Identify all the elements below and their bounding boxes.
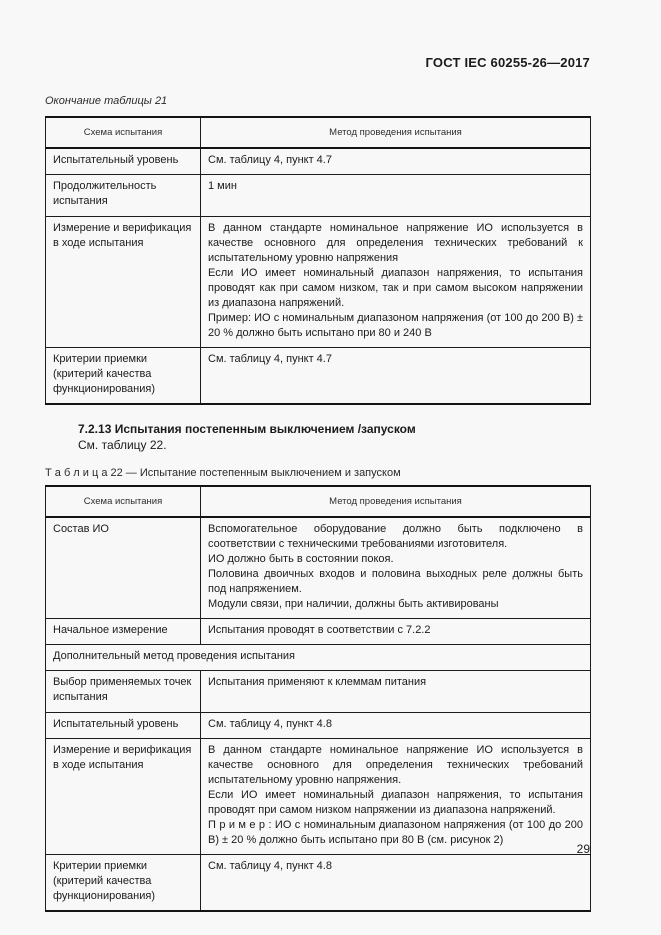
table-row bbox=[46, 517, 591, 619]
scheme-cell bbox=[46, 713, 201, 739]
scheme-label: Выбор применяемых точек испытания bbox=[53, 676, 192, 703]
scheme-cell bbox=[46, 517, 201, 619]
scheme-cell bbox=[46, 619, 201, 645]
table-row bbox=[46, 217, 591, 348]
method-paragraph: Модули связи, при наличии, должны быть активированы bbox=[208, 598, 499, 610]
scheme-label: Испытательный уровень bbox=[53, 718, 179, 730]
table-row bbox=[46, 148, 591, 175]
scheme-cell bbox=[46, 671, 201, 713]
method-paragraph: См. таблицу 4, пункт 4.7 bbox=[208, 154, 332, 166]
scheme-label: Критерии приемки (критерий качества функционирования) bbox=[53, 860, 156, 902]
method-paragraph: П р и м е р : ИО с номинальным диапазоном напряжения (от 100 до 200 В) ± 20 % должно быть испытано при 80 В (см. рисунок 2) bbox=[208, 819, 583, 846]
column-header-scheme: Схема испытания bbox=[46, 486, 201, 517]
method-paragraph: См. таблицу 4, пункт 4.8 bbox=[208, 718, 332, 730]
table21-continuation-caption: Окончание таблицы 21 bbox=[45, 95, 168, 107]
method-paragraph: Испытания проводят в соответствии с 7.2.2 bbox=[208, 624, 431, 636]
method-cell bbox=[201, 855, 591, 912]
scheme-label: Испытательный уровень bbox=[53, 154, 179, 166]
table22-caption: Т а б л и ц а 22 — Испытание постепенным выключением и запуском bbox=[45, 467, 401, 479]
scheme-label: Начальное измерение bbox=[53, 624, 168, 636]
method-paragraph: В данном стандарте номинальное напряжение ИО используется в качестве основного для определения технических требований испытательному уровню напряжения. bbox=[208, 744, 583, 786]
method-paragraph: См. таблицу 4, пункт 4.7 bbox=[208, 353, 332, 365]
method-paragraph: Если ИО имеет номинальный диапазон напряжения, то испытания проводят как при самом низком, так и при самом высоком напряжении из диапазона напряжений. bbox=[208, 267, 583, 309]
scheme-cell bbox=[46, 739, 201, 855]
scheme-cell bbox=[46, 855, 201, 912]
scheme-label: Состав ИО bbox=[53, 523, 109, 535]
column-header-scheme: Схема испытания bbox=[46, 117, 201, 148]
table22-header-row bbox=[46, 486, 591, 517]
method-cell bbox=[201, 739, 591, 855]
method-cell bbox=[201, 713, 591, 739]
method-cell bbox=[201, 671, 591, 713]
method-paragraph: ИО должно быть в состоянии покоя. bbox=[208, 553, 394, 565]
column-header-method: Метод проведения испытания bbox=[201, 486, 591, 517]
table-row bbox=[46, 619, 591, 645]
extra-method-label: Дополнительный метод проведения испытания bbox=[53, 650, 296, 662]
method-paragraph: Испытания применяют к клеммам питания bbox=[208, 676, 427, 688]
section-heading: 7.2.13 Испытания постепенным выключением /запуском bbox=[78, 422, 416, 436]
section-body-text: См. таблицу 22. bbox=[78, 438, 167, 452]
table21-header-row bbox=[46, 117, 591, 148]
method-paragraph: Пример: ИО с номинальным диапазоном напряжения (от 100 до 200 В) ± 20 % должно быть испытано при 80 и 240 В bbox=[208, 312, 583, 339]
extra-method-cell bbox=[46, 645, 591, 671]
table-row bbox=[46, 348, 591, 405]
method-paragraph: Половина двоичных входов и половина выходных реле должны быть под напряжением. bbox=[208, 568, 583, 595]
scheme-cell bbox=[46, 348, 201, 405]
method-cell bbox=[201, 148, 591, 175]
table-row bbox=[46, 855, 591, 912]
scheme-label: Измерение и верификация в ходе испытания bbox=[53, 222, 192, 249]
page-header: ГОСТ IEC 60255-26—2017 bbox=[425, 55, 590, 70]
table-row bbox=[46, 671, 591, 713]
table-row bbox=[46, 713, 591, 739]
method-cell bbox=[201, 348, 591, 405]
scheme-label: Критерии приемки (критерий качества функционирования) bbox=[53, 353, 156, 395]
method-paragraph: Если ИО имеет номинальный диапазон напряжения, то испытания проводят при самом низком напряжении из диапазона напряжений. bbox=[208, 789, 583, 816]
method-cell bbox=[201, 517, 591, 619]
scheme-label: Продолжительность испытания bbox=[53, 180, 157, 207]
method-paragraph: Вспомогательное оборудование должно быть подключено в соответствии с техническими требованиями изготовителя. bbox=[208, 523, 583, 550]
extra-method-row bbox=[46, 645, 591, 671]
method-paragraph: В данном стандарте номинальное напряжение ИО используется в качестве основного для определения технических требований к испытательному уровню напряжения bbox=[208, 222, 583, 264]
page-number: 29 bbox=[576, 842, 590, 856]
scheme-cell bbox=[46, 175, 201, 217]
column-header-method: Метод проведения испытания bbox=[201, 117, 591, 148]
scheme-cell bbox=[46, 217, 201, 348]
method-cell bbox=[201, 175, 591, 217]
method-paragraph: 1 мин bbox=[208, 180, 237, 192]
method-cell bbox=[201, 619, 591, 645]
method-paragraph: См. таблицу 4, пункт 4.8 bbox=[208, 860, 332, 872]
table-row bbox=[46, 739, 591, 855]
scheme-label: Измерение и верификация в ходе испытания bbox=[53, 744, 192, 771]
scheme-cell bbox=[46, 148, 201, 175]
table-21 bbox=[45, 116, 591, 405]
method-cell bbox=[201, 217, 591, 348]
table-row bbox=[46, 175, 591, 217]
